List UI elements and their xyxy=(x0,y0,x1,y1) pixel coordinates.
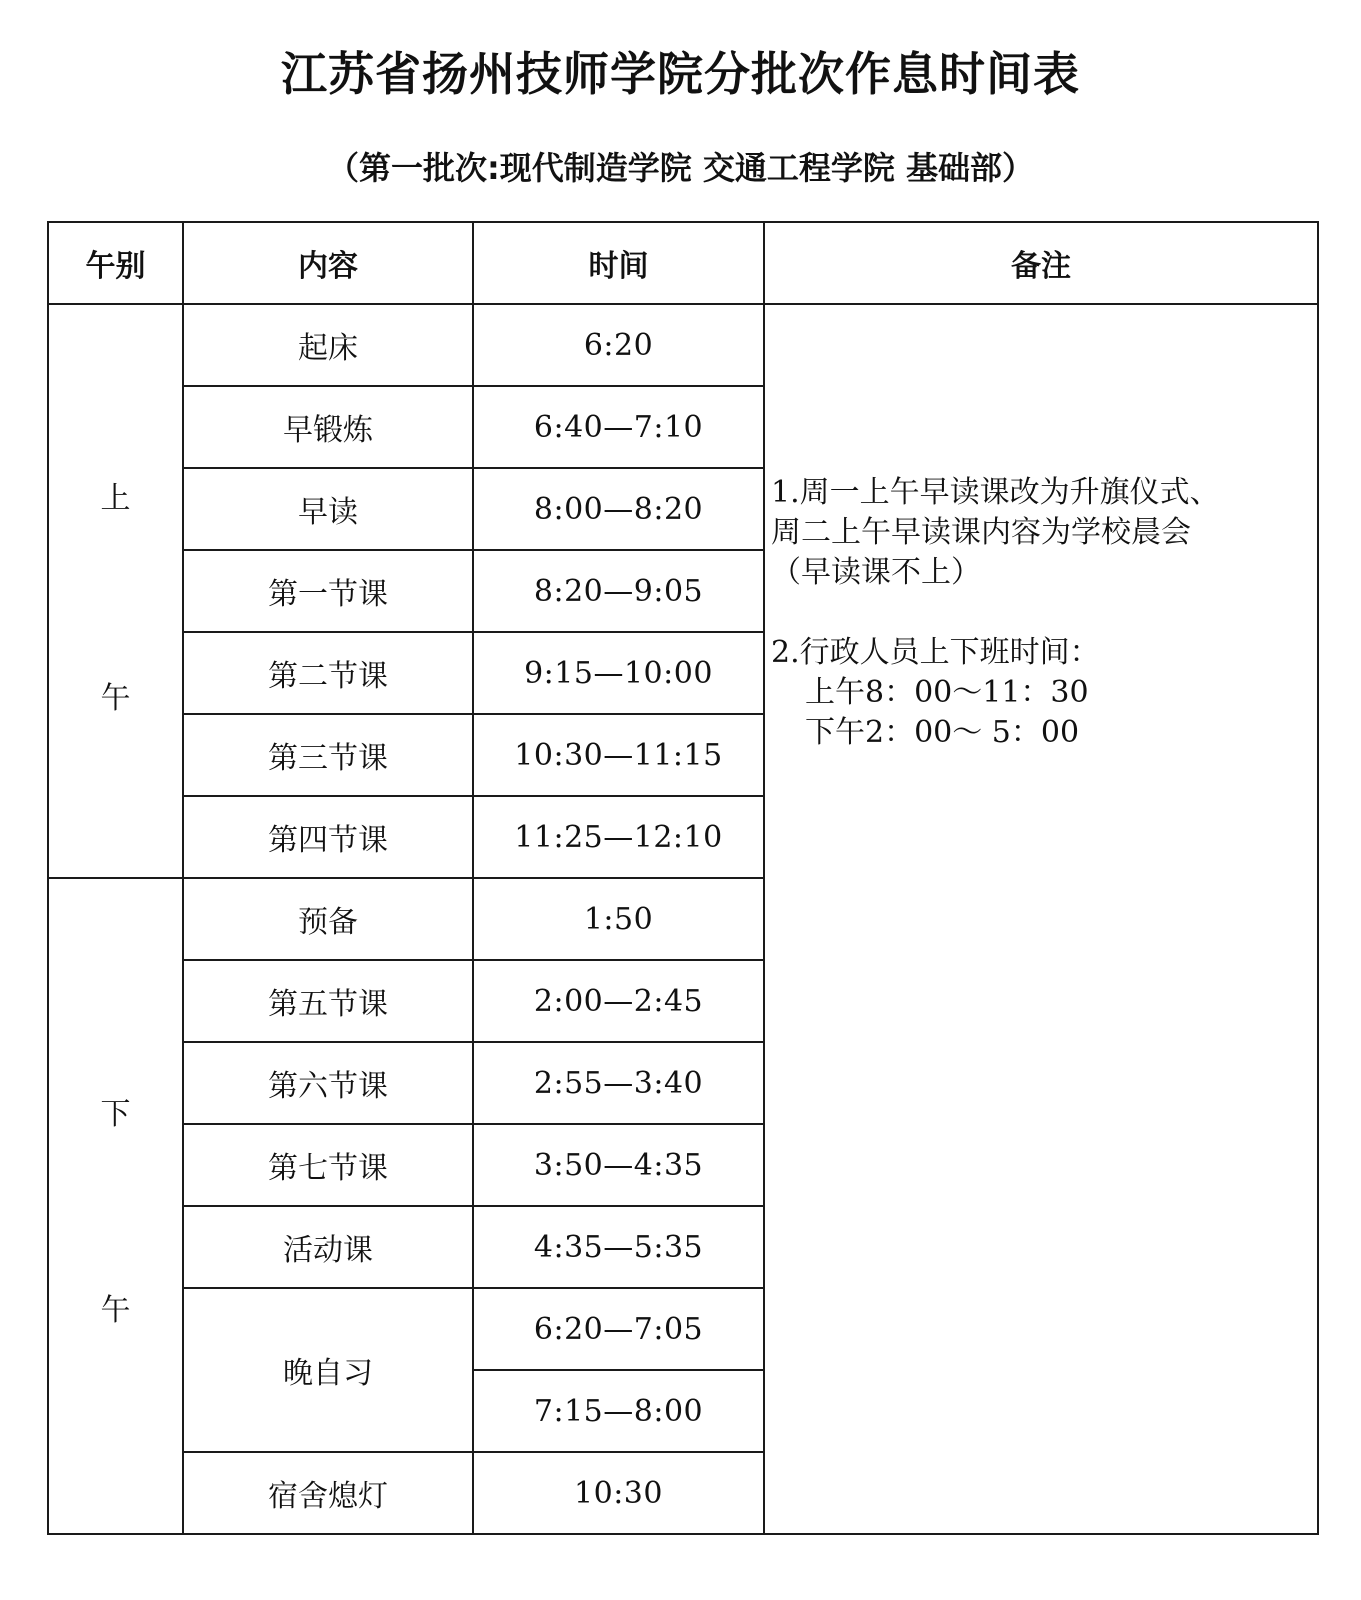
period-afternoon-label-1: 下 xyxy=(100,1097,131,1132)
content-cell: 第五节课 xyxy=(183,960,473,1042)
notes-line-4: 2.行政人员上下班时间： xyxy=(771,635,1100,670)
header-content: 内容 xyxy=(183,222,473,304)
time-cell: 7:15—8:00 xyxy=(473,1370,764,1452)
time-cell: 8:00—8:20 xyxy=(473,468,764,550)
header-notes: 备注 xyxy=(764,222,1318,304)
content-cell: 第四节课 xyxy=(183,796,473,878)
content-cell: 活动课 xyxy=(183,1206,473,1288)
time-cell: 2:55—3:40 xyxy=(473,1042,764,1124)
notes-spacer xyxy=(771,593,1220,633)
period-morning-label-1: 上 xyxy=(100,481,131,516)
content-cell: 宿舍熄灯 xyxy=(183,1452,473,1534)
notes-line-6: 下午2：00～ 5：00 xyxy=(805,715,1080,750)
schedule-table xyxy=(47,221,1319,1535)
page-title: 江苏省扬州技师学院分批次作息时间表 xyxy=(281,47,1080,101)
time-cell: 6:20—7:05 xyxy=(473,1288,764,1370)
time-cell: 11:25—12:10 xyxy=(473,796,764,878)
notes-line-1: 1.周一上午早读课改为升旗仪式、 xyxy=(771,475,1220,510)
notes-line-5: 上午8：00～11：30 xyxy=(805,675,1089,710)
header-time: 时间 xyxy=(473,222,764,304)
time-cell: 6:40—7:10 xyxy=(473,386,764,468)
table-row xyxy=(48,304,1318,386)
content-cell: 第二节课 xyxy=(183,632,473,714)
time-cell: 3:50—4:35 xyxy=(473,1124,764,1206)
time-cell: 4:35—5:35 xyxy=(473,1206,764,1288)
content-cell: 第六节课 xyxy=(183,1042,473,1124)
time-cell: 2:00—2:45 xyxy=(473,960,764,1042)
time-cell: 9:15—10:00 xyxy=(473,632,764,714)
content-cell: 第三节课 xyxy=(183,714,473,796)
period-afternoon xyxy=(48,878,183,1534)
content-cell: 预备 xyxy=(183,878,473,960)
time-cell: 1:50 xyxy=(473,878,764,960)
time-cell: 10:30 xyxy=(473,1452,764,1534)
time-cell: 8:20—9:05 xyxy=(473,550,764,632)
content-cell: 第七节课 xyxy=(183,1124,473,1206)
notes-line-3: （早读课不上） xyxy=(771,555,981,590)
content-cell: 起床 xyxy=(183,304,473,386)
content-cell: 晚自习 xyxy=(183,1288,473,1452)
content-cell: 早读 xyxy=(183,468,473,550)
header-period: 午别 xyxy=(48,222,183,304)
content-cell: 第一节课 xyxy=(183,550,473,632)
period-morning-label-2: 午 xyxy=(100,681,131,716)
notes-cell xyxy=(764,304,1318,1534)
period-morning xyxy=(48,304,183,878)
time-cell: 10:30—11:15 xyxy=(473,714,764,796)
table-header-row xyxy=(48,222,1318,304)
time-cell: 6:20 xyxy=(473,304,764,386)
notes-text xyxy=(771,473,1220,753)
content-cell: 早锻炼 xyxy=(183,386,473,468)
page-subtitle: （第一批次:现代制造学院 交通工程学院 基础部） xyxy=(326,149,1035,187)
period-afternoon-label-2: 午 xyxy=(100,1293,131,1328)
notes-line-2: 周二上午早读课内容为学校晨会 xyxy=(771,515,1191,550)
